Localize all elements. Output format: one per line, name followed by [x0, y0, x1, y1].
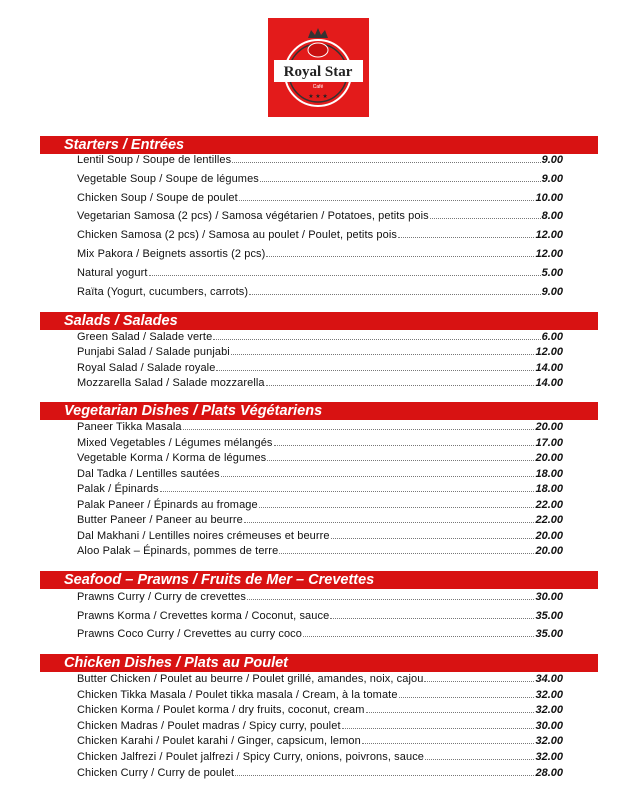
menu-item-name: Palak / Épinards [77, 483, 159, 495]
menu-item-name: Vegetarian Samosa (2 pcs) / Samosa végétarien / Potatoes, petits pois [77, 210, 429, 223]
menu-item-price: 10.00 [535, 191, 563, 204]
dotted-leader [303, 635, 534, 637]
menu-item-price: 35.00 [535, 628, 563, 640]
menu-item-name: Chicken Madras / Poulet madras / Spicy curry, poulet [77, 719, 341, 732]
dotted-leader [247, 598, 535, 600]
section-header: Vegetarian Dishes / Plats Végétariens [40, 402, 598, 420]
menu-item [77, 331, 563, 343]
menu-item-price: 30.00 [535, 719, 563, 732]
menu-item [77, 286, 563, 298]
dotted-leader [160, 490, 535, 492]
section-seafood [40, 571, 598, 640]
menu-item-name: Lentil Soup / Soupe de lentilles [77, 154, 232, 166]
menu-item [77, 545, 563, 557]
section-header: Starters / Entrées [40, 136, 598, 154]
menu-item [77, 346, 563, 358]
menu-item-price: 22.00 [535, 514, 563, 526]
menu-item-name: Mozzarella Salad / Salade mozzarella [77, 377, 265, 390]
menu-item [77, 689, 563, 701]
menu-item-price: 6.00 [541, 331, 563, 343]
menu-item-price: 8.00 [541, 210, 563, 223]
dotted-leader [232, 161, 540, 163]
menu-item-name: Butter Chicken / Poulet au beurre / Poulet grillé, amandes, noix, cajou [77, 673, 424, 685]
menu-item-price: 20.00 [535, 421, 563, 433]
menu-item-name: Butter Paneer / Paneer au beurre [77, 514, 243, 526]
menu-item-price: 34.00 [535, 673, 563, 685]
dotted-leader [239, 199, 535, 201]
menu-item [77, 248, 563, 260]
menu-item [77, 499, 563, 511]
menu-item-price: 35.00 [535, 609, 563, 622]
dotted-leader [274, 444, 535, 446]
dotted-leader [231, 353, 535, 355]
menu-item-name: Chicken Korma / Poulet korma / dry fruits, coconut, cream [77, 704, 365, 717]
menu-item-name: Natural yogurt [77, 266, 148, 279]
menu-item [77, 483, 563, 495]
section-header: Seafood – Prawns / Fruits de Mer – Crevettes [40, 571, 598, 589]
menu-item-name: Prawns Korma / Crevettes korma / Coconut, sauce [77, 609, 330, 622]
dotted-leader [267, 459, 534, 461]
menu-item-name: Dal Makhani / Lentilles noires crémeuses et beurre [77, 529, 330, 542]
menu-item-name: Raïta (Yogurt, cucumbers, carrots) [77, 285, 249, 298]
menu-item-name: Chicken Soup / Soupe de poulet [77, 191, 238, 204]
section-starters [40, 136, 598, 298]
menu-item-price: 14.00 [535, 361, 563, 374]
menu-item-price: 32.00 [535, 688, 563, 701]
dotted-leader [430, 217, 541, 219]
menu-item [77, 421, 563, 433]
menu-item-price: 32.00 [535, 704, 563, 717]
menu-item-name: Mixed Vegetables / Légumes mélangés [77, 436, 273, 449]
menu-item-price: 18.00 [535, 483, 563, 495]
menu-item-price: 12.00 [535, 346, 563, 359]
menu-item-price: 12.00 [535, 248, 563, 260]
menu-item-name: Mix Pakora / Beignets assortis (2 pcs) [77, 248, 266, 260]
section-vegetarian [40, 402, 598, 557]
svg-text:Royal Star: Royal Star [283, 64, 353, 80]
menu-item [77, 362, 563, 374]
dotted-leader [213, 338, 540, 340]
menu-item-name: Green Salad / Salade verte [77, 331, 213, 343]
svg-text:Café: Café [312, 84, 324, 90]
menu-item [77, 591, 563, 603]
dotted-leader [342, 727, 535, 729]
menu-item [77, 377, 563, 389]
menu-item-price: 5.00 [541, 266, 563, 279]
menu-item-name: Punjabi Salad / Salade punjabi [77, 346, 230, 359]
menu-item [77, 437, 563, 449]
menu-item-price: 32.00 [535, 735, 563, 748]
menu-item [77, 720, 563, 732]
section-header: Chicken Dishes / Plats au Poulet [40, 654, 598, 672]
menu-item [77, 704, 563, 716]
dotted-leader [425, 758, 534, 760]
menu-item-price: 9.00 [541, 154, 563, 166]
dotted-leader [424, 680, 534, 682]
menu-item-price: 20.00 [535, 529, 563, 542]
menu-item [77, 673, 563, 685]
menu-item-name: Chicken Tikka Masala / Poulet tikka masala / Cream, à la tomate [77, 688, 398, 701]
menu-item [77, 751, 563, 763]
menu-item [77, 767, 563, 779]
menu-item [77, 154, 563, 166]
menu-item [77, 468, 563, 480]
menu-item-price: 22.00 [535, 498, 563, 511]
menu-item-name: Aloo Palak – Épinards, pommes de terre [77, 545, 279, 557]
menu-item-name: Chicken Samosa (2 pcs) / Samosa au poulet / Poulet, petits pois [77, 229, 397, 242]
menu-item-price: 20.00 [535, 452, 563, 464]
menu-item [77, 210, 563, 222]
section-header: Salads / Salades [40, 312, 598, 330]
dotted-leader [260, 180, 541, 182]
menu-item-name: Palak Paneer / Épinards au fromage [77, 498, 258, 511]
dotted-leader [249, 293, 540, 295]
dotted-leader [259, 506, 535, 508]
menu-item [77, 530, 563, 542]
dotted-leader [266, 255, 534, 257]
section-chicken [40, 654, 598, 779]
menu-item-price: 28.00 [535, 766, 563, 779]
menu-item-price: 20.00 [535, 545, 563, 557]
dotted-leader [330, 617, 534, 619]
menu-item [77, 610, 563, 622]
menu-item [77, 192, 563, 204]
menu-item-name: Vegetable Soup / Soupe de légumes [77, 172, 259, 185]
menu-item-name: Royal Salad / Salade royale [77, 361, 216, 374]
menu-item-name: Prawns Curry / Curry de crevettes [77, 591, 246, 603]
svg-text:★ ★ ★: ★ ★ ★ [308, 94, 328, 100]
menu-item-price: 17.00 [535, 436, 563, 449]
dotted-leader [366, 711, 535, 713]
menu-item-name: Prawns Coco Curry / Crevettes au curry coco [77, 628, 302, 640]
menu-item-name: Chicken Curry / Curry de poulet [77, 766, 235, 779]
dotted-leader [362, 742, 535, 744]
menu-item-price: 18.00 [535, 467, 563, 480]
menu-item-name: Chicken Jalfrezi / Poulet jalfrezi / Spicy Curry, onions, poivrons, sauce [77, 751, 425, 763]
menu-item-price: 14.00 [535, 377, 563, 390]
menu-item-price: 9.00 [541, 172, 563, 185]
menu-item-price: 12.00 [535, 229, 563, 242]
menu-item-name: Vegetable Korma / Korma de légumes [77, 452, 267, 464]
dotted-leader [331, 537, 535, 539]
section-salads [40, 312, 598, 390]
menu-item [77, 229, 563, 241]
menu-item [77, 735, 563, 747]
dotted-leader [221, 475, 535, 477]
logo-emblem-icon [268, 18, 369, 117]
dotted-leader [244, 521, 535, 523]
menu-item-name: Chicken Karahi / Poulet karahi / Ginger, capsicum, lemon [77, 735, 361, 748]
dotted-leader [235, 774, 534, 776]
menu-item-price: 32.00 [535, 751, 563, 763]
menu-item-name: Dal Tadka / Lentilles sautées [77, 467, 220, 480]
dotted-leader [399, 696, 535, 698]
dotted-leader [149, 274, 541, 276]
menu-item [77, 452, 563, 464]
menu-item-price: 30.00 [535, 591, 563, 603]
dotted-leader [398, 236, 535, 238]
menu-item-name: Paneer Tikka Masala [77, 421, 182, 433]
dotted-leader [216, 369, 534, 371]
menu-item-price: 9.00 [541, 285, 563, 298]
royal-star-logo [268, 18, 369, 117]
dotted-leader [279, 552, 534, 554]
menu-item [77, 514, 563, 526]
menu-item [77, 267, 563, 279]
menu-item [77, 173, 563, 185]
dotted-leader [183, 428, 535, 430]
menu-item [77, 628, 563, 640]
dotted-leader [266, 384, 535, 386]
